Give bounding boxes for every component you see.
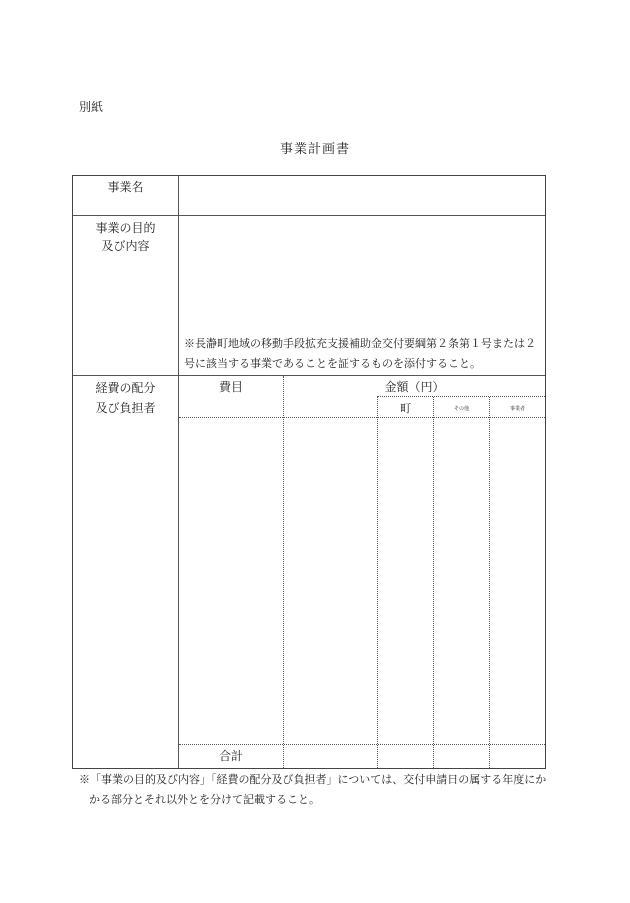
item-column-header: 費目	[218, 380, 243, 394]
row-divider-2	[73, 375, 545, 376]
other-subheader: その他	[453, 406, 469, 412]
total-label: 合計	[218, 749, 243, 763]
document-title: 事業計画書	[279, 142, 350, 157]
project-name-label: 事業名	[107, 180, 144, 194]
total-row-divider	[179, 744, 545, 745]
budget-label-line1: 経費の配分	[95, 381, 156, 395]
row-divider-1	[73, 215, 545, 216]
purpose-note-line1: ※長瀞町地域の移動手段拡充支援補助金交付要綱第２条第１号または２	[184, 337, 536, 350]
annex-label: 別紙	[79, 100, 104, 114]
purpose-note-line2: 号に該当する事業であることを証するものを添付すること。	[184, 357, 481, 370]
purpose-label-line2: 及び内容	[101, 239, 150, 253]
amount-header-divider	[377, 396, 545, 397]
footnote-line1: ※「事業の目的及び内容」「経費の配分及び負担者」については、交付申請日の属する年度にか	[79, 773, 547, 786]
plan-form-table	[72, 175, 546, 769]
footnote	[79, 770, 559, 810]
operator-subheader: 事業者	[509, 406, 525, 412]
purpose-label-line1: 事業の目的	[95, 221, 156, 235]
project-name-field[interactable]	[179, 177, 545, 214]
budget-header-bottom	[179, 417, 545, 418]
amount-column-header: 金額（円）	[384, 380, 445, 394]
operator-col-divider	[489, 397, 490, 768]
purpose-content-field[interactable]	[179, 217, 545, 327]
town-col-divider	[377, 397, 378, 768]
budget-label-line2: 及び負担者	[95, 401, 156, 415]
footnote-line2: かる部分とそれ以外とを分けて記載すること。	[89, 793, 320, 806]
other-col-divider	[433, 397, 434, 768]
item-amount-divider	[283, 376, 284, 768]
town-subheader: 町	[400, 402, 411, 415]
